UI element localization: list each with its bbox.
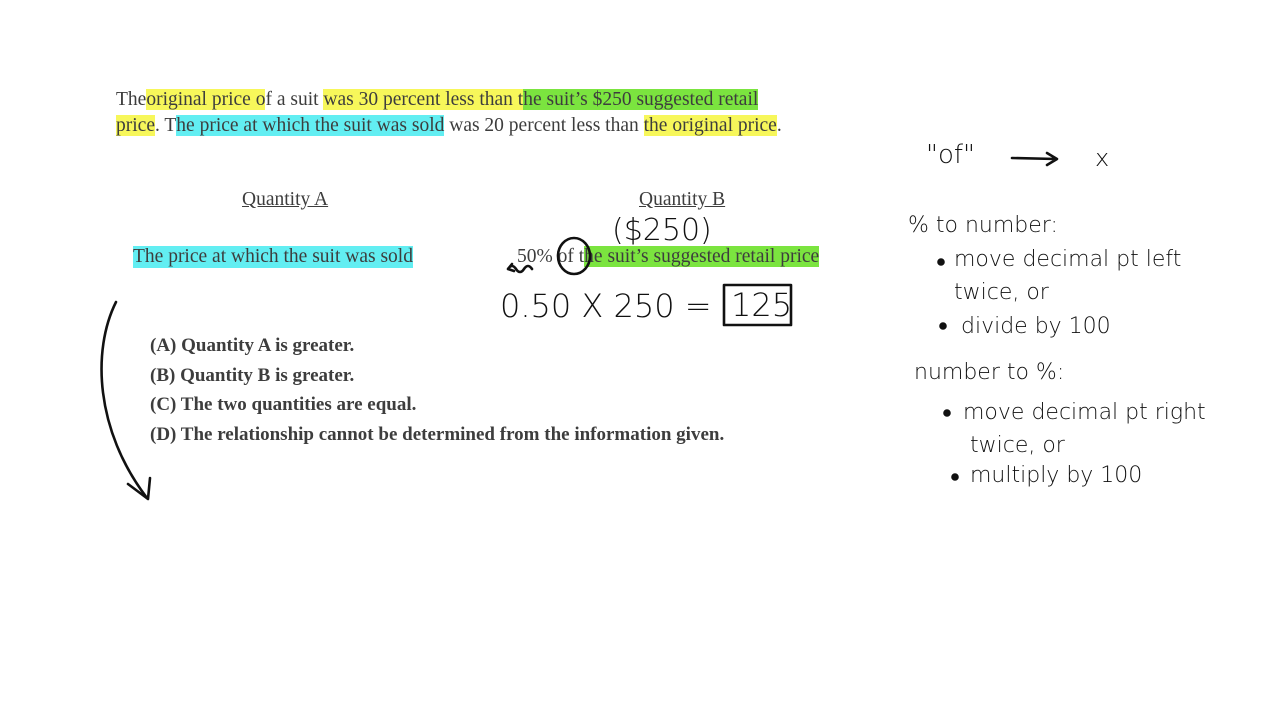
problem-text: . T: [154, 115, 177, 136]
right-arrow-icon: [1012, 153, 1057, 165]
handwritten-num-rule-2: multiply by 100: [970, 463, 1143, 488]
choice-b[interactable]: (B) Quantity B is greater.: [150, 364, 355, 386]
problem-text: .: [776, 115, 782, 136]
bullet-icon: [939, 260, 944, 265]
problem-text: was 20 percent less than: [444, 115, 644, 136]
quantity-b-of: of t: [557, 246, 585, 267]
bullet-icon: [945, 411, 950, 416]
quantity-b-retail-price: he suit’s suggested retail price: [584, 246, 820, 267]
problem-line-1: [116, 87, 876, 113]
highlight-original-price: original price o: [146, 89, 266, 110]
quantity-a-heading: Quantity A: [242, 189, 329, 210]
handwritten-pct-rule-2: divide by 100: [961, 314, 1111, 339]
highlight-30-percent-less: was 30 percent less than t: [323, 89, 524, 110]
highlight-price-sold: he price at which the suit was sold: [176, 115, 445, 136]
problem-line-2: [116, 113, 876, 139]
bullet-icon: [941, 324, 946, 329]
answer-choices: [150, 331, 724, 449]
problem-text: f a suit: [265, 89, 324, 110]
handwritten-pct-rule-1b: twice, or: [954, 280, 1049, 305]
handwritten-answer: 125: [731, 286, 793, 324]
highlight-price: price: [116, 115, 155, 136]
handwritten-250: ($250): [612, 213, 712, 248]
highlight-suggested-retail: he suit’s $250 suggested retail: [523, 89, 759, 110]
handwritten-of: "of": [926, 140, 975, 170]
quantity-b-percent: 50%: [517, 246, 558, 267]
handwritten-num-rule-1: move decimal pt right: [963, 400, 1206, 425]
handwritten-pct-rule-1: move decimal pt left: [954, 247, 1182, 272]
choice-a[interactable]: (A) Quantity A is greater.: [150, 335, 355, 356]
quantity-b-value: [517, 246, 819, 268]
problem-text: The: [116, 89, 147, 110]
handwritten-equation: 0.50 X 250 =: [500, 287, 712, 325]
handwritten-number-to-pct-title: number to %:: [914, 360, 1065, 385]
quantity-a-value: The price at which the suit was sold: [133, 246, 413, 267]
down-arrow-icon: [102, 302, 147, 498]
bullet-icon: [953, 475, 958, 480]
problem-statement: [116, 87, 876, 139]
highlight-the-original-price: the original price: [643, 115, 777, 136]
handwritten-pct-to-number-title: % to number:: [908, 213, 1058, 238]
handwritten-times: x: [1095, 144, 1110, 172]
choice-d[interactable]: (D) The relationship cannot be determined from the information given.: [150, 423, 725, 445]
quantity-b-heading: Quantity B: [639, 189, 726, 210]
choice-c[interactable]: (C) The two quantities are equal.: [150, 394, 417, 415]
handwritten-num-rule-1b: twice, or: [970, 433, 1065, 458]
